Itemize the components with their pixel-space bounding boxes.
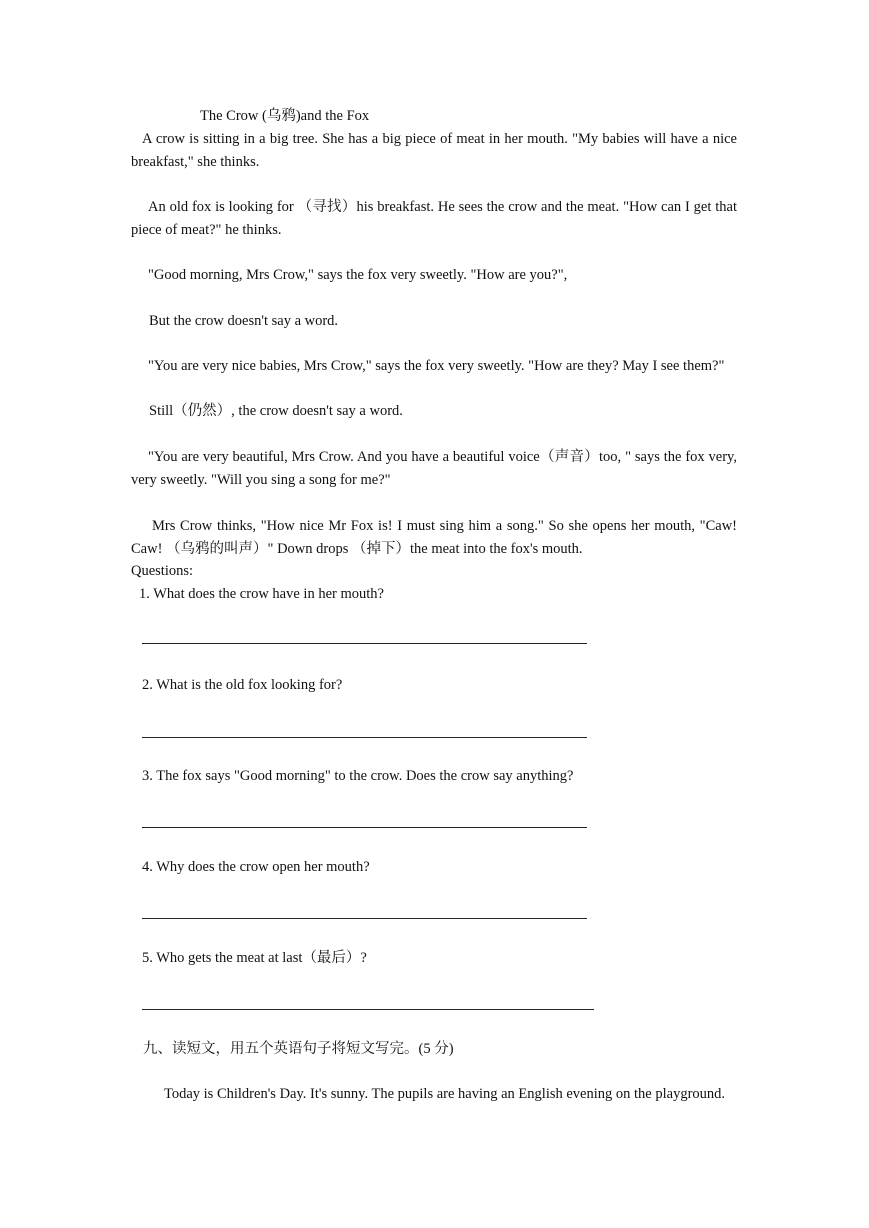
answer-line-5[interactable] — [142, 1009, 594, 1010]
answer-line-4[interactable] — [142, 918, 587, 919]
story-paragraph-7: "You are very beautiful, Mrs Crow. And you have a beautiful voice（声音）too, " says the fox very, very sweetly. "Will you sing a song for me?" — [131, 449, 737, 488]
story-paragraph-4: But the crow doesn't say a word. — [149, 313, 339, 329]
story-paragraph-3: "Good morning, Mrs Crow," says the fox very sweetly. "How are you?", — [148, 267, 568, 283]
section-9-heading: 九、读短文，用五个英语句子将短文写完。(5 分) — [143, 1041, 454, 1057]
question-5: 5. Who gets the meat at last（最后）? — [142, 950, 367, 966]
question-1: 1. What does the crow have in her mouth? — [139, 586, 384, 602]
questions-heading: Questions: — [131, 563, 194, 579]
question-3: 3. The fox says "Good morning" to the crow. Does the crow say anything? — [142, 768, 574, 784]
story-title: The Crow (乌鸦)and the Fox — [200, 108, 370, 124]
answer-line-3[interactable] — [142, 827, 587, 828]
answer-line-2[interactable] — [142, 737, 587, 738]
question-4: 4. Why does the crow open her mouth? — [142, 859, 370, 875]
section-9-text: Today is Children's Day. It's sunny. The pupils are having an English evening on the playground. — [164, 1086, 726, 1102]
story-paragraph-1: A crow is sitting in a big tree. She has a big piece of meat in her mouth. "My babies will have a nice breakfast," she thinks. — [131, 131, 737, 170]
question-2: 2. What is the old fox looking for? — [142, 677, 343, 693]
story-paragraph-5: "You are very nice babies, Mrs Crow," says the fox very sweetly. "How are they? May I see them?" — [148, 358, 725, 374]
answer-line-1[interactable] — [142, 643, 587, 644]
story-paragraph-2: An old fox is looking for （寻找）his breakfast. He sees the crow and the meat. "How can I get that piece of meat?" he thinks. — [131, 199, 737, 238]
story-paragraph-8: Mrs Crow thinks, "How nice Mr Fox is! I must sing him a song." So she opens her mouth, "Caw! Caw! （乌鸦的叫声）" Down drops （掉下）the meat into the fox's mouth. — [131, 518, 737, 557]
story-paragraph-6: Still（仍然）, the crow doesn't say a word. — [149, 403, 403, 419]
